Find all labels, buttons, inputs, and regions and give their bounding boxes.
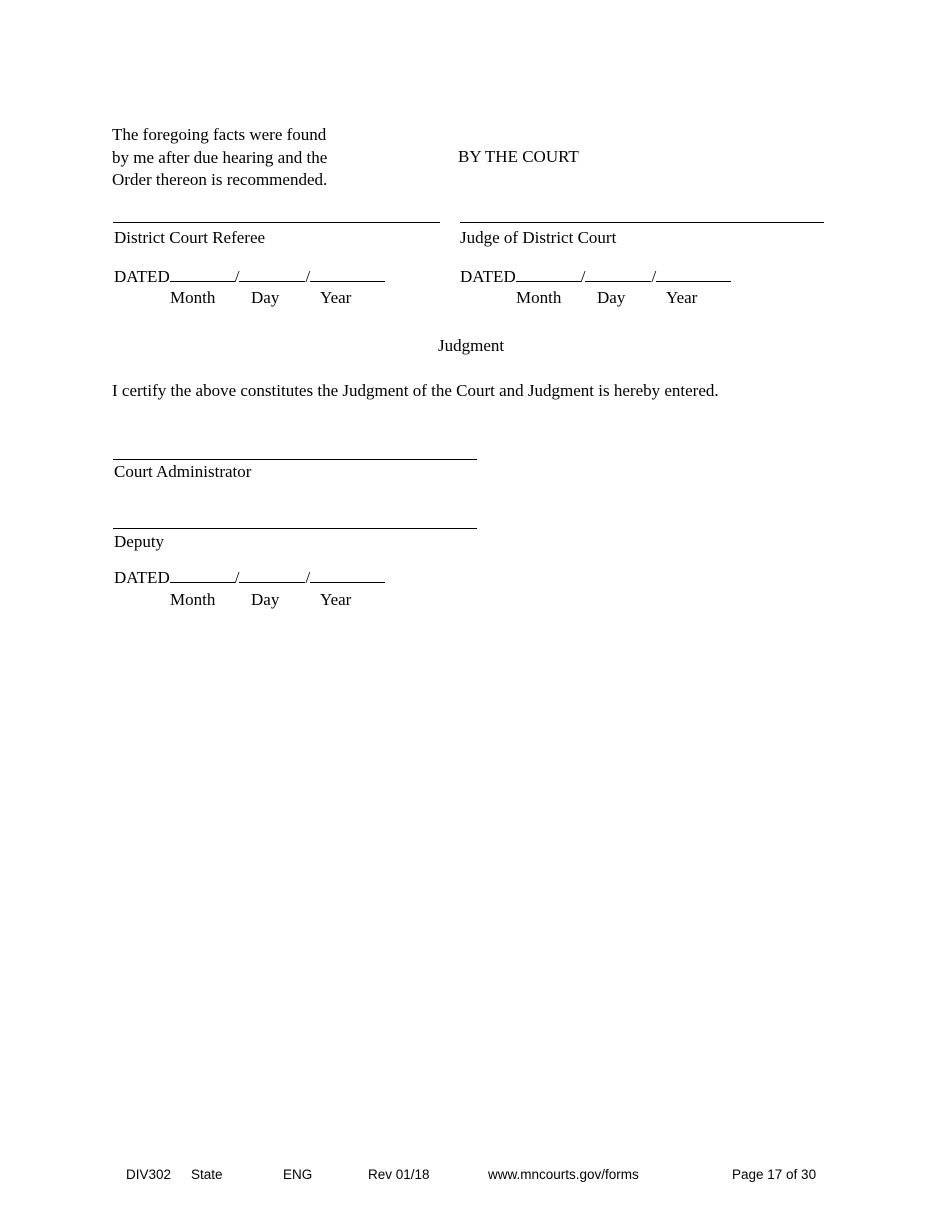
deputy-day-label: Day [251,590,280,609]
court-administrator-label: Court Administrator [114,462,252,481]
referee-month-blank[interactable] [170,266,235,282]
date-slash: / [234,267,240,286]
deputy-signature-line[interactable] [113,528,477,529]
footer-language: ENG [283,1167,313,1182]
referee-statement-line-3: Order thereon is recommended. [112,170,328,189]
certify-statement: I certify the above constitutes the Judgment of the Court and Judgment is hereby entered. [112,381,719,400]
judge-dated-row [460,266,731,287]
footer-form-code: DIV302 [126,1167,172,1182]
deputy-month-blank[interactable] [170,567,235,583]
referee-statement-line-1: The foregoing facts were found [112,125,327,144]
date-slash: / [580,267,586,286]
referee-year-blank[interactable] [310,266,385,282]
judge-month-label: Month [516,288,562,307]
referee-signature-line[interactable] [113,222,440,223]
judgment-heading: Judgment [438,336,505,355]
by-the-court-heading: BY THE COURT [458,147,579,166]
referee-label: District Court Referee [114,228,266,247]
deputy-label: Deputy [114,532,165,551]
footer-page-number: Page 17 of 30 [732,1167,817,1182]
referee-day-label: Day [251,288,280,307]
footer-url[interactable]: www.mncourts.gov/forms [488,1167,639,1182]
dated-prefix: DATED [114,568,170,587]
dated-prefix: DATED [114,267,170,286]
judge-signature-line[interactable] [460,222,824,223]
judge-day-blank[interactable] [585,266,651,282]
referee-statement [112,124,327,192]
date-slash: / [651,267,657,286]
judge-month-blank[interactable] [516,266,581,282]
deputy-dated-row [114,567,385,588]
judge-day-label: Day [597,288,626,307]
date-slash: / [305,267,311,286]
referee-year-label: Year [320,288,352,307]
referee-statement-line-2: by me after due hearing and the [112,147,328,167]
judge-year-label: Year [666,288,698,307]
deputy-day-blank[interactable] [239,567,305,583]
referee-month-label: Month [170,288,216,307]
deputy-year-label: Year [320,590,352,609]
deputy-month-label: Month [170,590,216,609]
judge-year-blank[interactable] [656,266,731,282]
footer-state: State [191,1167,223,1182]
dated-prefix: DATED [460,267,516,286]
judge-label: Judge of District Court [460,228,617,247]
date-slash: / [305,568,311,587]
deputy-year-blank[interactable] [310,567,385,583]
footer-revision: Rev 01/18 [368,1167,430,1182]
court-administrator-signature-line[interactable] [113,459,477,460]
referee-day-blank[interactable] [239,266,305,282]
date-slash: / [234,568,240,587]
referee-dated-row [114,266,385,287]
